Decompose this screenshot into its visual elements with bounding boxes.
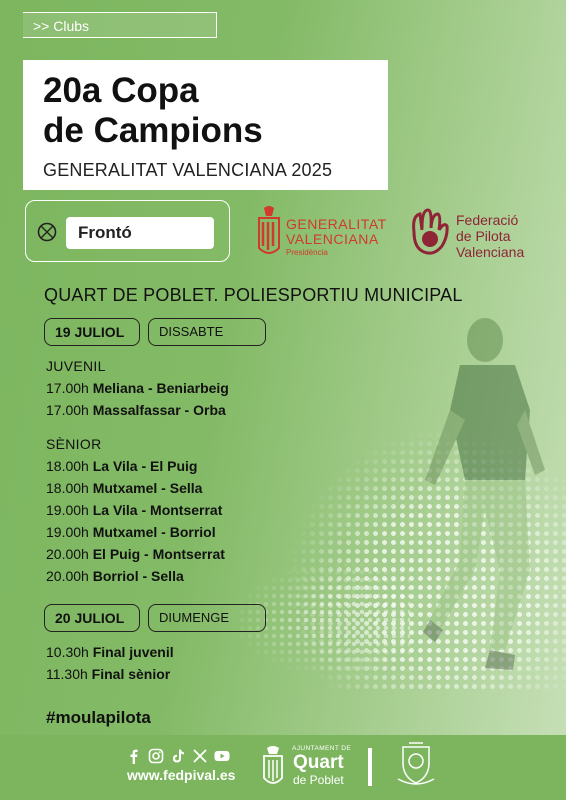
quart-line3: de Poblet	[293, 773, 344, 787]
quart-line2: Quart	[293, 752, 344, 773]
youtube-icon[interactable]	[214, 748, 230, 764]
match-row: 18.00h La Vila - El Puig	[46, 458, 198, 474]
frontó-ball-icon	[37, 222, 57, 242]
category-senior: SÈNIOR	[46, 436, 102, 452]
category-juvenil: JUVENIL	[46, 358, 106, 374]
match-row: 17.00h Massalfassar - Orba	[46, 402, 226, 418]
gv-shield-icon	[256, 204, 282, 260]
social-links	[126, 748, 230, 764]
match-row: 19.00h La Vila - Montserrat	[46, 502, 223, 518]
federacio-pilota-logo	[408, 204, 548, 262]
match-row: 20.00h Borriol - Sella	[46, 568, 184, 584]
match-row: 17.00h Meliana - Beniarbeig	[46, 380, 229, 396]
tiktok-icon[interactable]	[170, 748, 186, 764]
club-emblem-icon	[395, 741, 437, 789]
venue-heading: QUART DE POBLET. POLIESPORTIU MUNICIPAL	[44, 285, 463, 305]
day1-date-badge: 19 JULIOL	[44, 318, 140, 346]
gv-line1: GENERALITAT	[286, 216, 387, 232]
logo-divider	[368, 748, 372, 786]
match-row: 19.00h Mutxamel - Borriol	[46, 524, 216, 540]
generalitat-valenciana-logo	[256, 204, 386, 262]
match-row: 11.30h Final sènior	[46, 666, 171, 682]
page-subtitle: GENERALITAT VALENCIANA 2025	[43, 160, 333, 180]
day2-date-badge: 20 JULIOL	[44, 604, 140, 632]
gv-line3: Presidència	[286, 248, 328, 257]
day1-weekday-badge: DISSABTE	[148, 318, 266, 346]
day2-weekday-badge: DIUMENGE	[148, 604, 266, 632]
instagram-icon[interactable]	[148, 748, 164, 764]
quart-line1: AJUNTAMENT DE	[292, 745, 352, 752]
fed-line1: Federació	[456, 212, 519, 228]
breadcrumb-clubs[interactable]: >> Clubs	[23, 12, 217, 38]
quart-shield-icon	[260, 744, 286, 792]
hashtag: #moulapilota	[46, 708, 151, 727]
x-icon[interactable]	[192, 748, 208, 764]
match-row: 18.00h Mutxamel - Sella	[46, 480, 203, 496]
website-link[interactable]: www.fedpival.es	[127, 767, 236, 783]
player-photo	[405, 310, 555, 710]
ajuntament-quart-logo	[260, 744, 380, 792]
fed-line3: Valenciana	[456, 244, 525, 260]
gv-line2: VALENCIANA	[286, 231, 379, 247]
match-row: 10.30h Final juvenil	[46, 644, 174, 660]
sport-field[interactable]: Frontó	[66, 217, 214, 249]
fed-line2: de Pilota	[456, 228, 511, 244]
facebook-icon[interactable]	[126, 748, 142, 764]
page-title-line-1: 20a Copa	[43, 71, 199, 110]
page-title-line-2: de Campions	[43, 111, 263, 150]
hand-ball-icon	[408, 206, 452, 256]
match-row: 20.00h El Puig - Montserrat	[46, 546, 225, 562]
